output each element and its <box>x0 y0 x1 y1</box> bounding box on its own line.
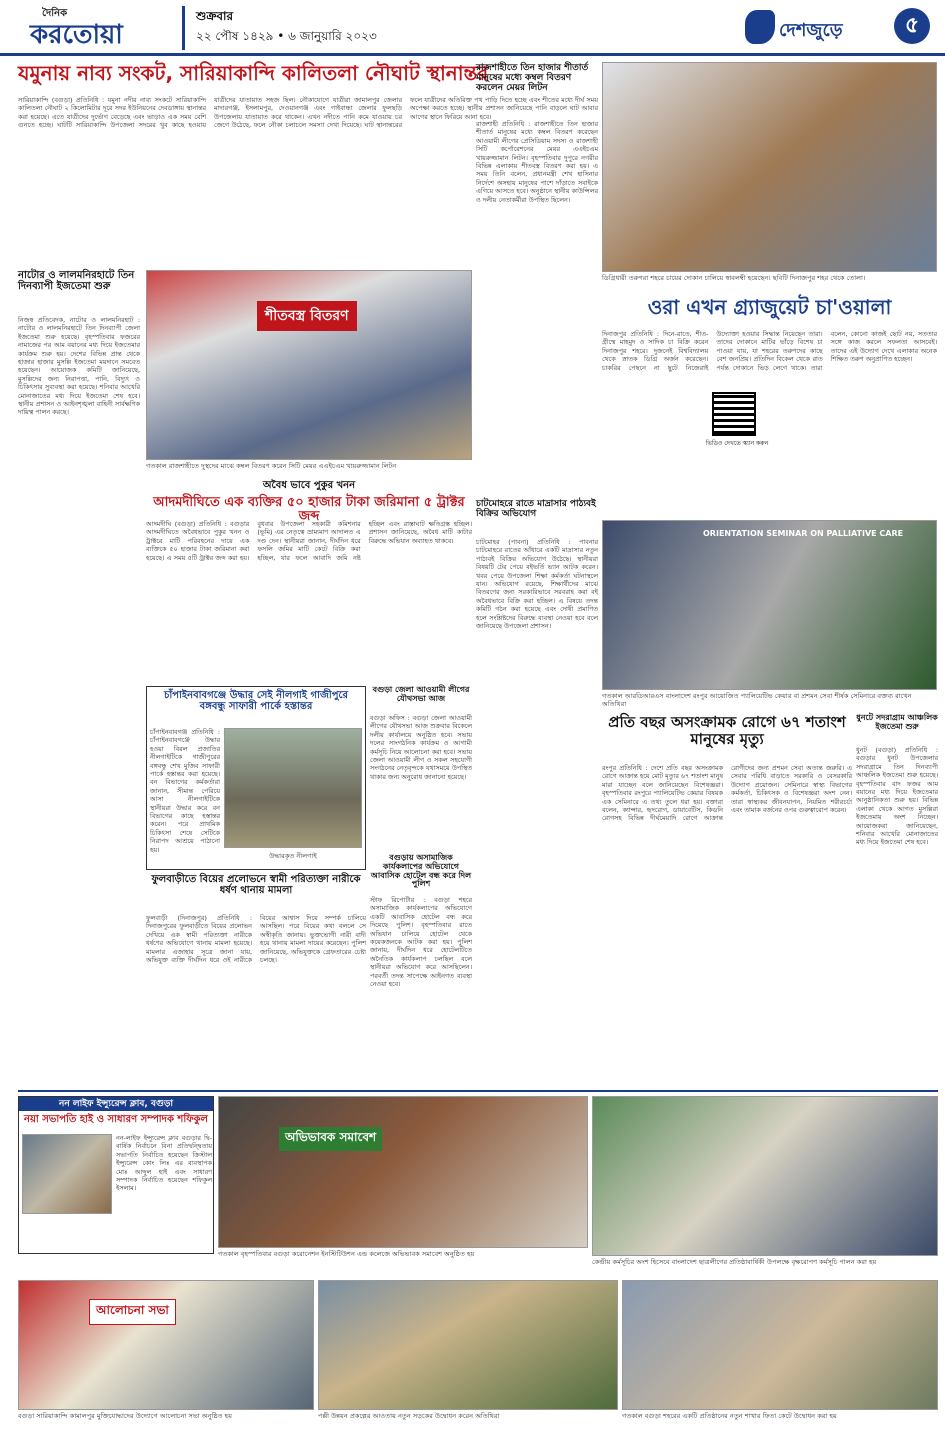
blanket-distribution-photo <box>146 270 472 460</box>
blanket-banner-text: শীতবস্ত্র বিতরণ <box>257 301 357 331</box>
issue-day: শুক্রবার <box>196 9 234 23</box>
hotel-headline: বগুড়ায় অসামাজিক কার্যকলাপের অভিযোগে আবাসিক হোটেল বন্ধ করে দিল পুলিশ <box>370 853 472 889</box>
masthead <box>0 0 945 56</box>
section-name: দেশজুড়ে <box>779 20 843 41</box>
issue-date: ২২ পৌষ ১৪২৯ • ৬ জানুয়ারি ২০২৩ <box>196 29 377 43</box>
dhunat-headline: ধুনটে সদরাগ্রাম আঞ্চলিক ইজতেমা শুরু <box>856 713 938 731</box>
brand-prefix: দৈনিক <box>42 8 68 19</box>
discussion-banner-text: আলোচনা সভা <box>89 1299 176 1325</box>
insurance-kicker: নন লাইফ ইন্স্যুরেন্স ক্লাব, বগুড়া <box>19 1097 213 1111</box>
insurance-article-body: নন-লাইফ ইন্স্যুরেন্স ক্লাব বগুড়ার দ্বি-বার্ষিক নির্বাচনে বিনা প্রতিদ্বন্দ্বিতায় সভাপতি নির্বাচিত হয়েছেন ক্রিস্টাল ইন্স্যুরেন্স কোং লিঃ এর ব্যবস্থাপক মোঃ আব্দুল হাই এবং সাধারণ সম্পাদক নির্বাচিত হয়েছেন শফিকুল ইসলাম। <box>116 1134 212 1193</box>
ijtema-article-body: নিজস্ব প্রতিবেদক, নাটোর ও লালমনিরহাট : নাটোর ও লালমনিরহাটে তিন দিনব্যাপী জেলা ইজতেমা শুরু হয়েছে। বৃহস্পতিবার ফজরের নামাজের পর আম বয়ানের মধ্য দিয়ে ইজতেমার কার্যক্রম শুরু হয়। দেশের বিভিন্ন প্রান্ত থেকে হাজার হাজার মুসল্লি ইজতেমা ময়দানে সমবেত হয়েছেন। আয়োজক কমিটি জানিয়েছে, মুসল্লিদের জন্য নিরাপত্তা, পানি, বিদ্যুৎ ও চিকিৎসার সুব্যবস্থা করা হয়েছে। শনিবার আখেরি মোনাজাতের মধ্য দিয়ে ইজতেমা শেষ হবে। স্থানীয় প্রশাসন ও আইনশৃঙ্খলা বাহিনী সার্বক্ষণিক দায়িত্ব পালন করছে। <box>18 316 140 417</box>
road-inauguration-photo <box>318 1280 618 1410</box>
newspaper-logo: করতোয়া <box>30 20 123 50</box>
awami-meeting-headline: বগুড়া জেলা আওয়ামী লীগের যৌথসভা আজ <box>372 685 470 703</box>
pond-article-body: আদমদীঘি (বগুড়া) প্রতিনিধি : বগুড়ার আদমদীঘিতে অবৈধভাবে পুকুর খনন ও ট্রাক্টরে মাটি পরিবহনের দায়ে এক ব্যক্তিকে ৫০ হাজার টাকা জরিমানা করা হয়েছে। এ সময় ৫টি ট্রাক্টর জব্দ করা হয়। বুধবার উপজেলা সহকারী কমিশনার (ভূমি) এর নেতৃত্বে ভ্রাম্যমাণ আদালত এ দণ্ড দেন। স্থানীয়রা জানান, দীর্ঘদিন ধরে ফসলি জমির মাটি কেটে বিক্রি করা হচ্ছিল, যার ফলে আবাদি জমি নষ্ট হচ্ছিল এবং রাস্তাঘাট ক্ষতিগ্রস্ত হচ্ছিল। প্রশাসন জানিয়েছে, অবৈধ মাটি কাটার বিরুদ্ধে অভিযান অব্যাহত থাকবে। <box>146 520 472 562</box>
books-article-body: চাটমোহর (পাবনা) প্রতিনিধি : পাবনার চাটমোহরে রাতের আঁধারে একটি মাদ্রাসার নতুন পাঠ্যবই বিক্রির অভিযোগ উঠেছে। স্থানীয়রা বিষয়টি টের পেয়ে বইভর্তি ভ্যান আটক করেন। খবর পেয়ে উপজেলা শিক্ষা কর্মকর্তা ঘটনাস্থলে যান। অভিযোগ রয়েছে, শিক্ষার্থীদের মাঝে বিতরণের জন্য সরকারিভাবে সরবরাহ করা বই অবৈধভাবে বিক্রি করা হচ্ছিল। এ বিষয়ে তদন্ত কমিটি গঠন করা হয়েছে এবং দোষী প্রমাণিত হলে সংশ্লিষ্টদের বিরুদ্ধে ব্যবস্থা নেওয়া হবে বলে জানিয়েছে উপজেলা প্রশাসন। <box>476 538 598 631</box>
blanket-article-body: রাজশাহী প্রতিনিধি : রাজশাহীতে তিন হাজার শীতার্ত মানুষের মধ্যে কম্বল বিতরণ করেছেন আওয়ামী লীগের প্রেসিডিয়াম সদস্য ও রাজশাহী সিটি কর্পোরেশনের মেয়র এএইচএম খায়রুজ্জামান লিটন। বৃহস্পতিবার দুপুরে নগরীর বিভিন্ন এলাকায় শীতবস্ত্র বিতরণ করা হয়। এ সময় তিনি বলেন, প্রধানমন্ত্রী শেখ হাসিনার নির্দেশে অসহায় মানুষের পাশে দাঁড়াতে সবাইকে এগিয়ে আসতে হবে। অনুষ্ঠানে স্থানীয় কাউন্সিলর ও দলীয় নেতাকর্মীরা উপস্থিত ছিলেন। <box>476 120 598 204</box>
hotel-article-body: স্টাফ রিপোর্টার : বগুড়া শহরে অসামাজিক কার্যকলাপের অভিযোগে একটি আবাসিক হোটেল বন্ধ করে দিয়েছে পুলিশ। বৃহস্পতিবার রাতে অভিযান চালিয়ে হোটেল থেকে কয়েকজনকে আটক করা হয়। পুলিশ জানায়, দীর্ঘদিন ধরে হোটেলটিতে অনৈতিক কার্যকলাপ চলছিল বলে স্থানীয়রা অভিযোগ করে আসছিলেন। পরবর্তী তদন্ত সাপেক্ষে আইনগত ব্যবস্থা নেওয়া হবে। <box>370 896 472 989</box>
page-number: ৫ <box>894 8 930 44</box>
nilgai-photo <box>224 728 362 848</box>
insurance-leaders-photo <box>22 1134 112 1214</box>
meeting-banner-text: অভিভাবক সমাবেশ <box>279 1127 382 1151</box>
ijtema-headline: নাটোর ও লালমনিরহাটে তিন দিনব্যাপী ইজতেমা শুরু <box>18 270 135 292</box>
tea-photo-caption: ডিগ্রিধারী তরুণরা শহরে চায়ের দোকান চালিয়ে স্বাবলম্বী হয়েছেন। ছবিটি দিনাজপুর শহর থেকে তোলা। <box>602 274 866 282</box>
guardian-meeting-photo <box>218 1096 588 1248</box>
fulbari-headline: ফুলবাড়ীতে বিয়ের প্রলোভনে স্বামী পরিত্যক্তা নারীকে ধর্ষণ থানায় মামলা <box>151 874 361 896</box>
road-photo-caption: পল্লী উন্নয়ন প্রকল্পের আওতায় নতুন সড়কের উদ্বোধন করেন অতিথিরা <box>318 1412 500 1420</box>
discussion-photo-caption: বগুড়া সারিয়াকান্দি কামালপুর মুক্তিযোদ্ধাদের উদ্যোগে আলোচনা সভা অনুষ্ঠিত হয় <box>18 1412 233 1420</box>
fulbari-article-body: ফুলবাড়ী (দিনাজপুর) প্রতিনিধি : দিনাজপুরের ফুলবাড়ীতে বিয়ের প্রলোভন দেখিয়ে এক স্বামী পরিত্যক্তা নারীকে ধর্ষণের অভিযোগে থানায় মামলা হয়েছে। মামলার এজাহার সূত্রে জানা যায়, অভিযুক্ত ব্যক্তি দীর্ঘদিন ধরে ওই নারীকে বিয়ের আশ্বাস দিয়ে সম্পর্ক চালিয়ে আসছিল। পরে বিয়ের কথা বললে সে অস্বীকৃতি জানায়। ভুক্তভোগী নারী বাদী হয়ে থানায় মামলা দায়ের করেছেন। পুলিশ জানিয়েছে, অভিযুক্তকে গ্রেফতারের চেষ্টা চলছে। <box>146 914 366 965</box>
nilgai-headline: চাঁপাইনবাবগঞ্জে উদ্ধার সেই নীলগাই গাজীপুরে বঙ্গবন্ধু সাফারী পার্কে হস্তান্তর <box>163 690 349 712</box>
discussion-meeting-photo <box>18 1280 314 1410</box>
masthead-divider <box>182 6 185 50</box>
qr-label: ভিডিও দেখতে স্ক্যান করুন <box>705 440 769 447</box>
blanket-headline: রাজশাহীতে তিন হাজার শীতার্ত মানুষের মধ্যে কম্বল বিতরণ করলেন মেয়র লিটন <box>476 63 589 93</box>
dhunat-article-body: ধুনট (বগুড়া) প্রতিনিধি : বগুড়ার ধুনট উপজেলার সদরাগ্রামে তিন দিনব্যাপী আঞ্চলিক ইজতেমা শুরু হয়েছে। বৃহস্পতিবার বাদ ফজর আম বয়ানের মধ্য দিয়ে ইজতেমার আনুষ্ঠানিকতা শুরু হয়। বিভিন্ন এলাকা থেকে আগত মুসল্লিরা ইজতেমায় অংশ নিচ্ছেন। আয়োজকরা জানিয়েছেন, শনিবার আখেরি মোনাজাতের মধ্য দিয়ে ইজতেমা শেষ হবে। <box>856 746 938 847</box>
books-headline: চাটমোহরে রাতে মাদ্রাসার পাঠ্যবই বিক্রির অভিযোগ <box>476 499 596 519</box>
tea-headline: ওরা এখন গ্র্যাজুয়েট চা'ওয়ালা <box>647 295 892 319</box>
tea-article-body: দিনাজপুর প্রতিনিধি : দিনে-রাতে, শীত-গ্রীষ্মে মাহমুদ ও সাদিক চা বিক্রি করেন দিনাজপুর শহরে। দুজনেই বিশ্ববিদ্যালয় থেকে স্নাতক ডিগ্রি অর্জন করেছেন। চাকরির পেছনে না ছুটে নিজেরাই উদ্যোক্তা হওয়ার সিদ্ধান্ত নিয়েছেন তারা। তাদের দোকানে মাটির ভাঁড়ে বিশেষ চা পাওয়া যায়, যা শহরের তরুণদের কাছে বেশ জনপ্রিয়। প্রতিদিন বিকেল থেকে রাত পর্যন্ত দোকানে ভিড় লেগে থাকে। তারা বলেন, কোনো কাজই ছোট নয়, সততার সঙ্গে কাজ করলে সফলতা আসবেই। তাদের এই উদ্যোগ দেখে এলাকার অনেক শিক্ষিত তরুণ অনুপ্রাণিত হচ্ছেন। <box>602 330 937 372</box>
ribbon-photo-caption: গতকাল বগুড়া শহরের একটি প্রতিষ্ঠানের নতুন শাখার ফিতা কেটে উদ্বোধন করা হয় <box>622 1412 837 1420</box>
insurance-headline: নয়া সভাপতি হাই ও সাধারণ সম্পাদক শফিকুল <box>24 1114 208 1125</box>
tree-planting-photo <box>592 1096 938 1256</box>
tea-stall-photo <box>602 62 937 272</box>
nilgai-article-body: চাঁপাইনবাবগঞ্জ প্রতিনিধি : চাঁপাইনবাবগঞ্জে উদ্ধার হওয়া বিরল প্রজাতির নীলগাইটিকে গাজীপুরের বঙ্গবন্ধু শেখ মুজিব সাফারী পার্কে হস্তান্তর করা হয়েছে। বন বিভাগের কর্মকর্তারা জানান, সীমান্ত পেরিয়ে আসা নীলগাইটিকে স্থানীয়রা উদ্ধার করে বন বিভাগের কাছে হস্তান্তর করেন। পরে প্রাথমিক চিকিৎসা শেষে সেটিকে নিরাপদ আশ্রয়ে পাঠানো হয়। <box>150 728 220 854</box>
meeting-photo-caption: গতকাল বৃহস্পতিবার বগুড়া করোনেশন ইনস্টিটিউশন এন্ড কলেজে অভিভাবক সমাবেশ অনুষ্ঠিত হয় <box>218 1250 475 1258</box>
blanket-photo-caption: গতকাল রাজশাহীতে দুস্থদের মাঝে কম্বল বিতরণ করেন সিটি মেয়র এএইচএম খায়রুজ্জামান লিটন <box>146 462 397 470</box>
bangladesh-map-icon <box>745 10 775 44</box>
ribbon-cutting-photo <box>622 1280 938 1410</box>
ncd-headline: প্রতি বছর অসংক্রামক রোগে ৬৭ শতাংশ মানুষের মৃত্যু <box>608 713 846 748</box>
nilgai-photo-caption: উদ্ধারকৃত নীলগাই <box>269 852 317 860</box>
qr-code[interactable] <box>712 392 756 436</box>
tree-photo-caption: কেন্দ্রীয় কর্মসূচির অংশ হিসেবে বাংলাদেশ ছাত্রলীগের প্রতিষ্ঠাবার্ষিকী উপলক্ষে বৃক্ষরোপণ কর্মসূচি পালন করা হয় <box>592 1258 877 1266</box>
section-divider <box>18 1090 938 1092</box>
awami-meeting-body: বগুড়া অফিস : বগুড়া জেলা আওয়ামী লীগের যৌথসভা আজ শুক্রবার বিকেলে দলীয় কার্যালয়ে অনুষ্ঠিত হবে। সভায় দলের সাংগঠনিক কার্যক্রম ও আগামী কর্মসূচি নিয়ে আলোচনা করা হবে। সভায় জেলা আওয়ামী লীগ ও সকল সহযোগী সংগঠনের নেতৃবৃন্দকে যথাসময়ে উপস্থিত থাকার জন্য অনুরোধ জানানো হয়েছে। <box>370 714 472 781</box>
pond-kicker: অবৈধ ভাবে পুকুর খনন <box>262 480 356 491</box>
seminar-photo-caption: গতকাল আরডিআরএস বাংলাদেশ রংপুর আয়োজিত প্যালিয়েটিভ কেয়ার বা প্রশমন সেবা শীর্ষক সেমিনারে বক্তব্য রাখেন অতিথিরা <box>602 692 912 709</box>
lead-article-body: সারিয়াকান্দি (বগুড়া) প্রতিনিধি : যমুনা নদীর নাব্য সংকটে সারিয়াকান্দি কালিতলা নৌঘাট ২ কিলোমিটার দূরে সদর ইউনিয়নের দেবডাঙ্গায় স্থানান্তর করা হয়েছে। এতে যাত্রীদের দুর্ভোগ বেড়েছে এবং ভাড়াও এক সময় বেশি গুনতে হচ্ছে। ঘাটটি সারিয়াকান্দি উপজেলা সদরের খুব কাছে হওয়ায় যাত্রীদের যাতায়াত সহজ ছিল। নৌকাযোগে যাত্রীরা জামালপুর জেলার মাদারগঞ্জ, ইসলামপুর, দেওয়ানগঞ্জ এবং গাইবান্ধা জেলার ফুলছড়ি উপজেলায় যাতায়াত করে থাকেন। এখন নদীতে পানি কমে যাওয়ায় চর জেগে উঠেছে, ফলে নৌকা চলাচলে সমস্যা দেখা দিয়েছে। ঘাট স্থানান্তরের ফলে যাত্রীদের অতিরিক্ত পথ পাড়ি দিতে হচ্ছে এবং শীতের মধ্যে দীর্ঘ সময় অপেক্ষা করতে হচ্ছে। স্থানীয় প্রশাসন জানিয়েছে পানি বাড়লে ঘাট আবার আগের স্থানে ফিরিয়ে আনা হবে। <box>18 96 598 130</box>
seminar-banner-text: ORIENTATION SEMINAR ON PALLIATIVE CARE <box>703 529 904 538</box>
ncd-article-body: রংপুর প্রতিনিধি : দেশে প্রতি বছর অসংক্রামক রোগে আক্রান্ত হয়ে মোট মৃত্যুর ৬৭ শতাংশ মানুষ মারা যাচ্ছেন বলে জানিয়েছেন বিশেষজ্ঞরা। বৃহস্পতিবার রংপুরে প্যালিয়েটিভ কেয়ার বিষয়ক এক সেমিনারে এ তথ্য তুলে ধরা হয়। বক্তারা বলেন, ক্যান্সার, হৃদরোগ, ডায়াবেটিস, কিডনি রোগসহ বিভিন্ন দীর্ঘমেয়াদি রোগে আক্রান্ত রোগীদের জন্য প্রশমন সেবা অত্যন্ত জরুরি। এ সেবার পরিধি বাড়াতে সরকারি ও বেসরকারি উদ্যোগ প্রয়োজন। সেমিনারে স্বাস্থ্য বিভাগের কর্মকর্তা, চিকিৎসক ও বিশেষজ্ঞরা অংশ নেন। তারা স্বাস্থ্যকর জীবনযাপন, নিয়মিত শরীরচর্চা এবং তামাক বর্জনের ওপর গুরুত্বারোপ করেন। <box>602 764 852 823</box>
section-logo <box>745 8 930 46</box>
pond-headline: আদমদীঘিতে এক ব্যক্তির ৫০ হাজার টাকা জরিমানা ৫ ট্রাক্টর জব্দ <box>153 495 465 525</box>
lead-headline: যমুনায় নাব্য সংকট, সারিয়াকান্দি কালিতলা নৌঘাট স্থানান্তর <box>18 61 489 85</box>
seminar-photo <box>602 520 937 690</box>
